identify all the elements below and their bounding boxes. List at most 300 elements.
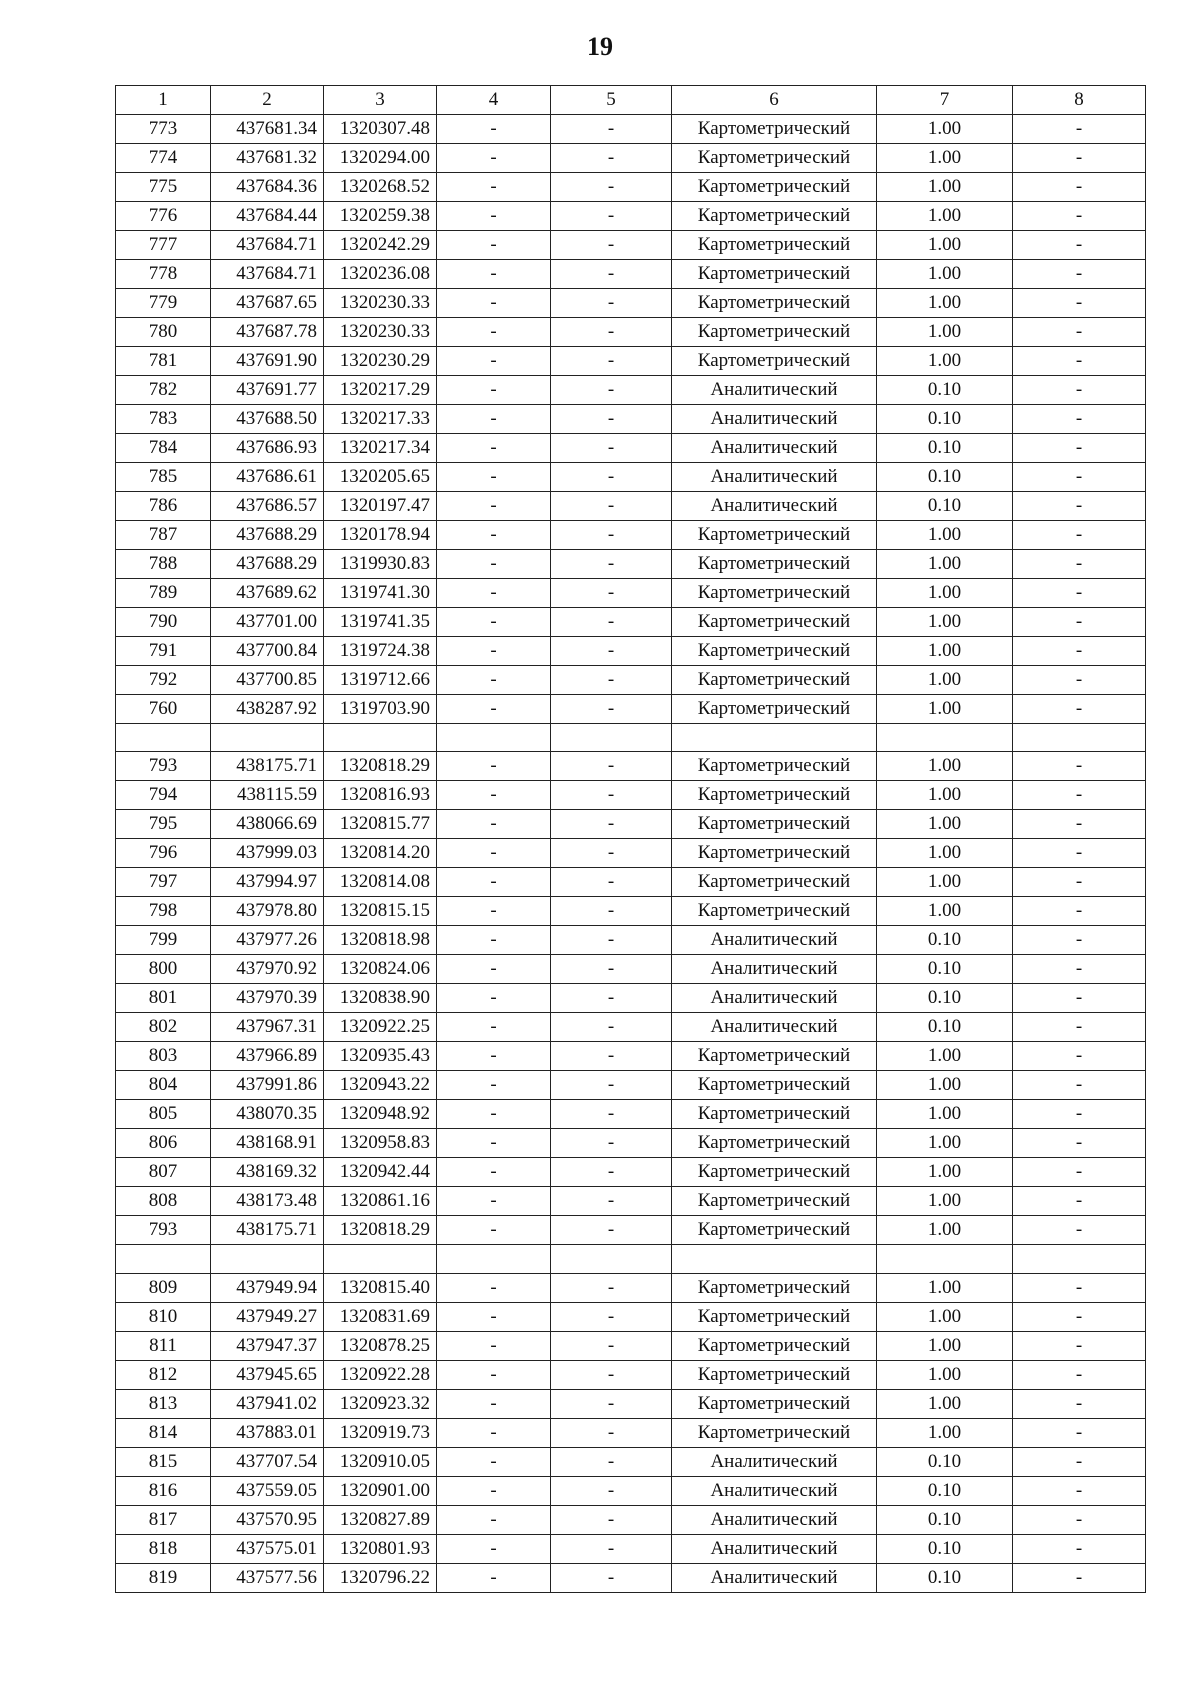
column-header-1: 1 [116, 86, 211, 115]
cell-col-3: 1320943.22 [324, 1071, 437, 1100]
cell-col-6: Картометрический [672, 318, 877, 347]
cell-col-6: Картометрический [672, 897, 877, 926]
cell-col-4: - [437, 839, 551, 868]
cell-col-8: - [1013, 666, 1146, 695]
cell-col-6: Картометрический [672, 1071, 877, 1100]
cell-col-8: - [1013, 608, 1146, 637]
cell-col-4: - [437, 1273, 551, 1302]
empty-cell [1013, 724, 1146, 752]
table-row [116, 434, 1146, 463]
cell-col-5: - [551, 260, 672, 289]
cell-col-6: Аналитический [672, 1476, 877, 1505]
cell-col-3: 1319712.66 [324, 666, 437, 695]
cell-col-7: 1.00 [877, 173, 1013, 202]
table-row [116, 1534, 1146, 1563]
cell-col-5: - [551, 318, 672, 347]
cell-col-5: - [551, 1302, 672, 1331]
cell-col-7: 1.00 [877, 752, 1013, 781]
cell-col-6: Картометрический [672, 347, 877, 376]
cell-col-2: 438287.92 [211, 695, 324, 724]
cell-col-7: 1.00 [877, 868, 1013, 897]
cell-col-5: - [551, 1013, 672, 1042]
cell-col-3: 1320205.65 [324, 463, 437, 492]
cell-col-6: Аналитический [672, 1447, 877, 1476]
cell-col-2: 438169.32 [211, 1158, 324, 1187]
cell-col-6: Картометрический [672, 1418, 877, 1447]
cell-col-1: 773 [116, 115, 211, 144]
cell-col-2: 437947.37 [211, 1331, 324, 1360]
cell-col-6: Картометрический [672, 666, 877, 695]
cell-col-4: - [437, 897, 551, 926]
cell-col-2: 438115.59 [211, 781, 324, 810]
cell-col-6: Картометрический [672, 115, 877, 144]
cell-col-5: - [551, 897, 672, 926]
cell-col-7: 0.10 [877, 376, 1013, 405]
column-header-4: 4 [437, 86, 551, 115]
cell-col-4: - [437, 1071, 551, 1100]
cell-col-7: 0.10 [877, 955, 1013, 984]
cell-col-4: - [437, 144, 551, 173]
cell-col-8: - [1013, 579, 1146, 608]
cell-col-8: - [1013, 1100, 1146, 1129]
cell-col-4: - [437, 115, 551, 144]
empty-cell [324, 724, 437, 752]
cell-col-1: 788 [116, 550, 211, 579]
cell-col-3: 1320824.06 [324, 955, 437, 984]
cell-col-4: - [437, 492, 551, 521]
cell-col-5: - [551, 173, 672, 202]
cell-col-4: - [437, 781, 551, 810]
cell-col-1: 760 [116, 695, 211, 724]
cell-col-2: 437684.71 [211, 231, 324, 260]
cell-col-3: 1320815.77 [324, 810, 437, 839]
table-row [116, 1302, 1146, 1331]
cell-col-4: - [437, 1534, 551, 1563]
cell-col-1: 808 [116, 1187, 211, 1216]
cell-col-5: - [551, 1216, 672, 1245]
cell-col-7: 1.00 [877, 231, 1013, 260]
cell-col-1: 809 [116, 1273, 211, 1302]
cell-col-2: 437970.39 [211, 984, 324, 1013]
cell-col-6: Картометрический [672, 1042, 877, 1071]
table-row [116, 1129, 1146, 1158]
cell-col-3: 1320294.00 [324, 144, 437, 173]
cell-col-4: - [437, 376, 551, 405]
table-row [116, 1216, 1146, 1245]
cell-col-5: - [551, 1505, 672, 1534]
cell-col-8: - [1013, 926, 1146, 955]
cell-col-3: 1320230.33 [324, 318, 437, 347]
cell-col-8: - [1013, 289, 1146, 318]
cell-col-4: - [437, 984, 551, 1013]
cell-col-1: 778 [116, 260, 211, 289]
cell-col-8: - [1013, 810, 1146, 839]
cell-col-1: 785 [116, 463, 211, 492]
cell-col-3: 1320818.29 [324, 752, 437, 781]
cell-col-3: 1320922.28 [324, 1360, 437, 1389]
cell-col-1: 790 [116, 608, 211, 637]
cell-col-1: 804 [116, 1071, 211, 1100]
cell-col-6: Аналитический [672, 984, 877, 1013]
table-row [116, 666, 1146, 695]
cell-col-3: 1320910.05 [324, 1447, 437, 1476]
table-row [116, 695, 1146, 724]
cell-col-2: 437701.00 [211, 608, 324, 637]
table-row [116, 955, 1146, 984]
cell-col-6: Картометрический [672, 1187, 877, 1216]
cell-col-7: 1.00 [877, 1302, 1013, 1331]
table-row [116, 1158, 1146, 1187]
table-row [116, 318, 1146, 347]
cell-col-7: 1.00 [877, 1331, 1013, 1360]
cell-col-8: - [1013, 1158, 1146, 1187]
cell-col-2: 437681.32 [211, 144, 324, 173]
table-row [116, 926, 1146, 955]
cell-col-1: 796 [116, 839, 211, 868]
cell-col-2: 438173.48 [211, 1187, 324, 1216]
table-body [116, 115, 1146, 1593]
cell-col-1: 812 [116, 1360, 211, 1389]
cell-col-6: Аналитический [672, 1534, 877, 1563]
cell-col-7: 1.00 [877, 347, 1013, 376]
cell-col-2: 437883.01 [211, 1418, 324, 1447]
empty-cell [877, 724, 1013, 752]
cell-col-5: - [551, 144, 672, 173]
cell-col-8: - [1013, 347, 1146, 376]
cell-col-3: 1320217.34 [324, 434, 437, 463]
cell-col-4: - [437, 637, 551, 666]
cell-col-7: 1.00 [877, 1158, 1013, 1187]
cell-col-3: 1320878.25 [324, 1331, 437, 1360]
cell-col-5: - [551, 550, 672, 579]
cell-col-6: Аналитический [672, 463, 877, 492]
cell-col-5: - [551, 115, 672, 144]
cell-col-5: - [551, 666, 672, 695]
table-row [116, 984, 1146, 1013]
cell-col-1: 810 [116, 1302, 211, 1331]
cell-col-7: 1.00 [877, 1187, 1013, 1216]
cell-col-4: - [437, 1563, 551, 1592]
cell-col-2: 437949.27 [211, 1302, 324, 1331]
table-separator-row [116, 1245, 1146, 1273]
empty-cell [672, 1245, 877, 1273]
table-row [116, 868, 1146, 897]
cell-col-4: - [437, 434, 551, 463]
cell-col-8: - [1013, 1360, 1146, 1389]
cell-col-1: 782 [116, 376, 211, 405]
cell-col-2: 437700.84 [211, 637, 324, 666]
cell-col-1: 811 [116, 1331, 211, 1360]
cell-col-2: 437687.78 [211, 318, 324, 347]
cell-col-3: 1320942.44 [324, 1158, 437, 1187]
cell-col-7: 1.00 [877, 608, 1013, 637]
cell-col-7: 0.10 [877, 1534, 1013, 1563]
cell-col-6: Аналитический [672, 926, 877, 955]
cell-col-5: - [551, 608, 672, 637]
cell-col-3: 1320948.92 [324, 1100, 437, 1129]
cell-col-2: 437684.71 [211, 260, 324, 289]
cell-col-6: Аналитический [672, 492, 877, 521]
cell-col-6: Картометрический [672, 1216, 877, 1245]
cell-col-6: Картометрический [672, 1273, 877, 1302]
table-row [116, 492, 1146, 521]
cell-col-1: 775 [116, 173, 211, 202]
table-row [116, 376, 1146, 405]
empty-cell [551, 724, 672, 752]
table-row [116, 463, 1146, 492]
cell-col-5: - [551, 637, 672, 666]
cell-col-8: - [1013, 1563, 1146, 1592]
cell-col-4: - [437, 463, 551, 492]
cell-col-5: - [551, 1534, 672, 1563]
cell-col-5: - [551, 1158, 672, 1187]
table-row [116, 1360, 1146, 1389]
cell-col-8: - [1013, 260, 1146, 289]
cell-col-4: - [437, 1158, 551, 1187]
empty-cell [1013, 1245, 1146, 1273]
cell-col-6: Картометрический [672, 695, 877, 724]
cell-col-8: - [1013, 1302, 1146, 1331]
cell-col-1: 777 [116, 231, 211, 260]
cell-col-2: 437688.50 [211, 405, 324, 434]
cell-col-8: - [1013, 376, 1146, 405]
cell-col-3: 1319703.90 [324, 695, 437, 724]
cell-col-5: - [551, 376, 672, 405]
cell-col-3: 1320815.40 [324, 1273, 437, 1302]
empty-cell [324, 1245, 437, 1273]
cell-col-8: - [1013, 1476, 1146, 1505]
cell-col-8: - [1013, 115, 1146, 144]
cell-col-8: - [1013, 637, 1146, 666]
cell-col-5: - [551, 752, 672, 781]
cell-col-7: 1.00 [877, 839, 1013, 868]
cell-col-4: - [437, 521, 551, 550]
cell-col-7: 1.00 [877, 521, 1013, 550]
cell-col-8: - [1013, 463, 1146, 492]
cell-col-2: 437686.93 [211, 434, 324, 463]
cell-col-7: 1.00 [877, 1418, 1013, 1447]
cell-col-6: Аналитический [672, 1563, 877, 1592]
cell-col-1: 813 [116, 1389, 211, 1418]
cell-col-5: - [551, 579, 672, 608]
cell-col-7: 1.00 [877, 550, 1013, 579]
cell-col-3: 1319741.35 [324, 608, 437, 637]
column-header-6: 6 [672, 86, 877, 115]
empty-cell [211, 1245, 324, 1273]
cell-col-5: - [551, 1360, 672, 1389]
cell-col-5: - [551, 1071, 672, 1100]
cell-col-4: - [437, 926, 551, 955]
cell-col-6: Картометрический [672, 1100, 877, 1129]
cell-col-5: - [551, 781, 672, 810]
cell-col-5: - [551, 1331, 672, 1360]
cell-col-5: - [551, 202, 672, 231]
cell-col-1: 797 [116, 868, 211, 897]
cell-col-5: - [551, 521, 672, 550]
cell-col-7: 0.10 [877, 1476, 1013, 1505]
cell-col-2: 437684.36 [211, 173, 324, 202]
cell-col-1: 799 [116, 926, 211, 955]
cell-col-4: - [437, 868, 551, 897]
empty-cell [116, 724, 211, 752]
cell-col-3: 1320307.48 [324, 115, 437, 144]
cell-col-7: 0.10 [877, 1013, 1013, 1042]
cell-col-7: 1.00 [877, 1273, 1013, 1302]
cell-col-7: 1.00 [877, 144, 1013, 173]
cell-col-5: - [551, 1129, 672, 1158]
cell-col-2: 437977.26 [211, 926, 324, 955]
cell-col-6: Картометрический [672, 1158, 877, 1187]
cell-col-7: 1.00 [877, 202, 1013, 231]
cell-col-6: Аналитический [672, 1505, 877, 1534]
cell-col-3: 1320801.93 [324, 1534, 437, 1563]
cell-col-8: - [1013, 1071, 1146, 1100]
cell-col-5: - [551, 839, 672, 868]
cell-col-3: 1319724.38 [324, 637, 437, 666]
cell-col-6: Картометрический [672, 1302, 877, 1331]
cell-col-1: 776 [116, 202, 211, 231]
cell-col-2: 438070.35 [211, 1100, 324, 1129]
cell-col-1: 819 [116, 1563, 211, 1592]
cell-col-1: 793 [116, 1216, 211, 1245]
cell-col-7: 1.00 [877, 260, 1013, 289]
cell-col-6: Картометрический [672, 289, 877, 318]
cell-col-2: 437688.29 [211, 521, 324, 550]
cell-col-5: - [551, 1447, 672, 1476]
cell-col-1: 774 [116, 144, 211, 173]
coordinates-table [115, 85, 1146, 1593]
cell-col-5: - [551, 1389, 672, 1418]
cell-col-6: Аналитический [672, 434, 877, 463]
cell-col-2: 437691.90 [211, 347, 324, 376]
table-row [116, 1563, 1146, 1592]
cell-col-6: Картометрический [672, 1129, 877, 1158]
cell-col-2: 438175.71 [211, 752, 324, 781]
table-row [116, 1447, 1146, 1476]
cell-col-2: 437575.01 [211, 1534, 324, 1563]
cell-col-2: 437686.57 [211, 492, 324, 521]
cell-col-7: 1.00 [877, 810, 1013, 839]
cell-col-7: 0.10 [877, 1563, 1013, 1592]
cell-col-8: - [1013, 1389, 1146, 1418]
table-row [116, 897, 1146, 926]
cell-col-4: - [437, 260, 551, 289]
cell-col-7: 0.10 [877, 434, 1013, 463]
cell-col-5: - [551, 434, 672, 463]
cell-col-1: 786 [116, 492, 211, 521]
table-header [116, 86, 1146, 115]
cell-col-7: 1.00 [877, 1389, 1013, 1418]
cell-col-5: - [551, 1563, 672, 1592]
cell-col-7: 0.10 [877, 926, 1013, 955]
cell-col-2: 437945.65 [211, 1360, 324, 1389]
cell-col-3: 1320178.94 [324, 521, 437, 550]
cell-col-1: 816 [116, 1476, 211, 1505]
cell-col-7: 1.00 [877, 781, 1013, 810]
cell-col-5: - [551, 955, 672, 984]
cell-col-7: 1.00 [877, 579, 1013, 608]
table-row [116, 202, 1146, 231]
column-header-5: 5 [551, 86, 672, 115]
cell-col-6: Картометрический [672, 231, 877, 260]
cell-col-2: 437688.29 [211, 550, 324, 579]
cell-col-1: 801 [116, 984, 211, 1013]
cell-col-3: 1320919.73 [324, 1418, 437, 1447]
cell-col-7: 0.10 [877, 463, 1013, 492]
cell-col-5: - [551, 1418, 672, 1447]
cell-col-4: - [437, 1418, 551, 1447]
cell-col-7: 1.00 [877, 1360, 1013, 1389]
cell-col-3: 1320815.15 [324, 897, 437, 926]
cell-col-4: - [437, 1302, 551, 1331]
empty-cell [437, 724, 551, 752]
empty-cell [877, 1245, 1013, 1273]
table-row [116, 608, 1146, 637]
cell-col-8: - [1013, 1534, 1146, 1563]
cell-col-6: Картометрический [672, 1360, 877, 1389]
cell-col-1: 787 [116, 521, 211, 550]
cell-col-3: 1320236.08 [324, 260, 437, 289]
cell-col-1: 791 [116, 637, 211, 666]
cell-col-5: - [551, 1187, 672, 1216]
cell-col-5: - [551, 868, 672, 897]
cell-col-3: 1319741.30 [324, 579, 437, 608]
table-row [116, 1418, 1146, 1447]
cell-col-6: Картометрический [672, 839, 877, 868]
cell-col-1: 779 [116, 289, 211, 318]
table-row [116, 781, 1146, 810]
cell-col-4: - [437, 1216, 551, 1245]
cell-col-4: - [437, 579, 551, 608]
table-row [116, 1100, 1146, 1129]
cell-col-3: 1320814.20 [324, 839, 437, 868]
cell-col-4: - [437, 347, 551, 376]
cell-col-3: 1320230.29 [324, 347, 437, 376]
cell-col-6: Аналитический [672, 376, 877, 405]
table-row [116, 231, 1146, 260]
cell-col-4: - [437, 955, 551, 984]
cell-col-2: 438175.71 [211, 1216, 324, 1245]
table-row [116, 579, 1146, 608]
column-header-7: 7 [877, 86, 1013, 115]
header-row [116, 86, 1146, 115]
cell-col-4: - [437, 810, 551, 839]
column-header-2: 2 [211, 86, 324, 115]
cell-col-4: - [437, 173, 551, 202]
cell-col-1: 818 [116, 1534, 211, 1563]
cell-col-1: 798 [116, 897, 211, 926]
cell-col-2: 437967.31 [211, 1013, 324, 1042]
cell-col-2: 438168.91 [211, 1129, 324, 1158]
cell-col-5: - [551, 1476, 672, 1505]
cell-col-8: - [1013, 1505, 1146, 1534]
empty-cell [551, 1245, 672, 1273]
cell-col-2: 437966.89 [211, 1042, 324, 1071]
cell-col-3: 1320901.00 [324, 1476, 437, 1505]
cell-col-4: - [437, 202, 551, 231]
cell-col-7: 0.10 [877, 405, 1013, 434]
cell-col-4: - [437, 1389, 551, 1418]
cell-col-4: - [437, 231, 551, 260]
cell-col-3: 1320831.69 [324, 1302, 437, 1331]
cell-col-6: Картометрический [672, 608, 877, 637]
cell-col-5: - [551, 405, 672, 434]
cell-col-4: - [437, 1100, 551, 1129]
cell-col-6: Картометрический [672, 781, 877, 810]
cell-col-1: 802 [116, 1013, 211, 1042]
cell-col-7: 1.00 [877, 289, 1013, 318]
cell-col-2: 437970.92 [211, 955, 324, 984]
